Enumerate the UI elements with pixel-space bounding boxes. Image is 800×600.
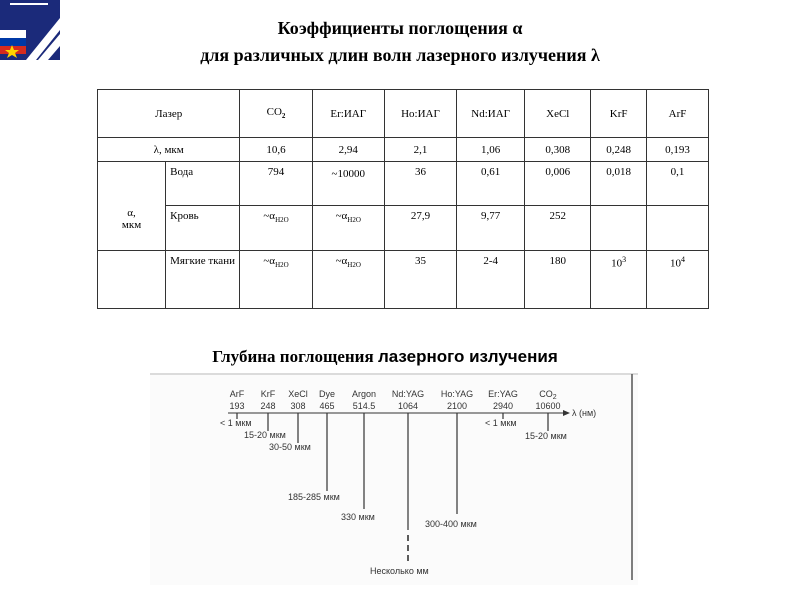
page-title-line-1: Коэффициенты поглощения α bbox=[277, 18, 523, 38]
alpha-label-cell bbox=[98, 162, 166, 251]
header-laser: Лазер bbox=[98, 90, 240, 138]
header-co2 bbox=[240, 90, 312, 138]
wavelength-label: 465 bbox=[319, 401, 335, 411]
table-cell: 0,61 bbox=[457, 162, 525, 206]
laser-label-co2-sub: 2 bbox=[552, 394, 557, 401]
header-ho-yag: Ho:ИАГ bbox=[384, 90, 456, 138]
table-cell: 1,06 bbox=[457, 138, 525, 162]
page-title-line-2: для различных длин волн лазерного излучения λ bbox=[200, 45, 600, 65]
row-label-wavelength: λ, мкм bbox=[98, 138, 240, 162]
row-label-water: Вода bbox=[166, 162, 240, 206]
depth-label-arf: < 1 мкм bbox=[220, 418, 252, 428]
table-cell: 10,6 bbox=[240, 138, 312, 162]
approx-alpha: ~α bbox=[263, 255, 276, 267]
laser-label-xecl: XeCl bbox=[288, 389, 308, 399]
laser-label-co2 bbox=[539, 389, 557, 401]
alpha-symbol: α, bbox=[127, 207, 136, 219]
table-row-blood bbox=[98, 206, 709, 251]
header-co2-base: CO bbox=[266, 106, 282, 119]
depth-label-krf: 15-20 мкм bbox=[244, 430, 286, 440]
depth-label-ho-yag: 300-400 мкм bbox=[425, 519, 477, 529]
laser-label-krf: KrF bbox=[260, 389, 276, 399]
laser-label-dye: Dye bbox=[318, 389, 336, 399]
table-cell-empty bbox=[98, 251, 166, 309]
wavelength-label: 10600 bbox=[535, 401, 561, 411]
table-cell: 252 bbox=[525, 206, 591, 251]
table-cell bbox=[591, 206, 647, 251]
approx-alpha: ~α bbox=[335, 255, 348, 267]
wavelength-label: 1064 bbox=[397, 401, 419, 411]
penetration-depth-diagram bbox=[150, 373, 638, 585]
table-cell: 0,1 bbox=[646, 162, 708, 206]
table-cell: 36 bbox=[384, 162, 456, 206]
axis-label: λ (нм) bbox=[572, 408, 597, 418]
table-cell-approx bbox=[312, 206, 384, 251]
row-label-soft-tissue: Мягкие ткани bbox=[166, 251, 240, 309]
wavelength-label: 248 bbox=[260, 401, 276, 411]
header-nd-yag: Nd:ИАГ bbox=[457, 90, 525, 138]
table-header-row bbox=[98, 90, 709, 138]
table-cell-approx bbox=[240, 206, 312, 251]
alpha-unit: мкм bbox=[121, 219, 142, 231]
laser-label-argon: Argon bbox=[351, 389, 377, 399]
section-subtitle bbox=[0, 347, 770, 367]
table-cell: 2,1 bbox=[384, 138, 456, 162]
absorption-coefficients-table bbox=[97, 89, 709, 309]
depth-label-co2: 15-20 мкм bbox=[525, 431, 567, 441]
row-label-blood: Кровь bbox=[166, 206, 240, 251]
table-cell-approx bbox=[312, 251, 384, 309]
header-arf: ArF bbox=[646, 90, 708, 138]
table-row-wavelength bbox=[98, 138, 709, 162]
table-cell-power bbox=[591, 251, 647, 309]
table-cell: ~10000 bbox=[312, 162, 384, 206]
laser-label-co2-base: CO bbox=[539, 389, 553, 399]
header-er-yag: Er:ИАГ bbox=[312, 90, 384, 138]
table-cell: 0,018 bbox=[591, 162, 647, 206]
table-cell bbox=[646, 206, 708, 251]
header-xecl: XeCl bbox=[525, 90, 591, 138]
wavelength-label: 2940 bbox=[492, 401, 514, 411]
table-cell: 2,94 bbox=[312, 138, 384, 162]
table-row-water bbox=[98, 162, 709, 206]
table-cell: 180 bbox=[525, 251, 591, 309]
approx-sub: H2O bbox=[347, 261, 361, 270]
table-cell-power bbox=[646, 251, 708, 309]
laser-label-arf: ArF bbox=[229, 389, 245, 399]
table-row-soft-tissue bbox=[98, 251, 709, 309]
laser-label-er-yag: Er:YAG bbox=[488, 389, 518, 399]
depth-label-dye: 185-285 мкм bbox=[288, 492, 340, 502]
wavelength-label: 193 bbox=[229, 401, 245, 411]
laser-label-nd-yag: Nd:YAG bbox=[391, 389, 425, 399]
approx-sub: H2O bbox=[347, 216, 361, 225]
table-cell: 9,77 bbox=[457, 206, 525, 251]
table-cell: 35 bbox=[384, 251, 456, 309]
depth-label-er-yag: < 1 мкм bbox=[485, 418, 517, 428]
table-cell: 2-4 bbox=[457, 251, 525, 309]
power-exp: 4 bbox=[680, 255, 685, 264]
depth-label-argon: 330 мкм bbox=[341, 512, 375, 522]
approx-alpha: ~α bbox=[335, 210, 348, 222]
wavelength-label: 2100 bbox=[446, 401, 468, 411]
table-cell: 0,308 bbox=[525, 138, 591, 162]
table-cell: 0,006 bbox=[525, 162, 591, 206]
wavelength-label: 308 bbox=[290, 401, 306, 411]
power-base: 10 bbox=[611, 257, 623, 270]
approx-sub: H2O bbox=[275, 261, 289, 270]
approx-alpha: ~α bbox=[263, 210, 276, 222]
approx-sub: H2O bbox=[275, 216, 289, 225]
laser-label-ho-yag: Ho:YAG bbox=[440, 389, 474, 399]
subtitle-sans: лазерного излучения bbox=[377, 347, 558, 366]
power-exp: 3 bbox=[622, 255, 627, 264]
subtitle-serif: Глубина поглощения bbox=[212, 347, 378, 366]
table-cell: 0,248 bbox=[591, 138, 647, 162]
header-co2-sub: 2 bbox=[281, 112, 286, 121]
diagram-svg bbox=[150, 373, 638, 585]
axis-arrow-icon bbox=[563, 410, 570, 416]
table-cell: 0,193 bbox=[646, 138, 708, 162]
depth-label-xecl: 30-50 мкм bbox=[269, 442, 311, 452]
table-cell: 794 bbox=[240, 162, 312, 206]
table-cell-approx bbox=[240, 251, 312, 309]
table-cell: 27,9 bbox=[384, 206, 456, 251]
header-krf: KrF bbox=[591, 90, 647, 138]
wavelength-label: 514.5 bbox=[352, 401, 376, 411]
depth-label-nd-yag: Несколько мм bbox=[370, 566, 429, 576]
power-base: 10 bbox=[669, 257, 681, 270]
